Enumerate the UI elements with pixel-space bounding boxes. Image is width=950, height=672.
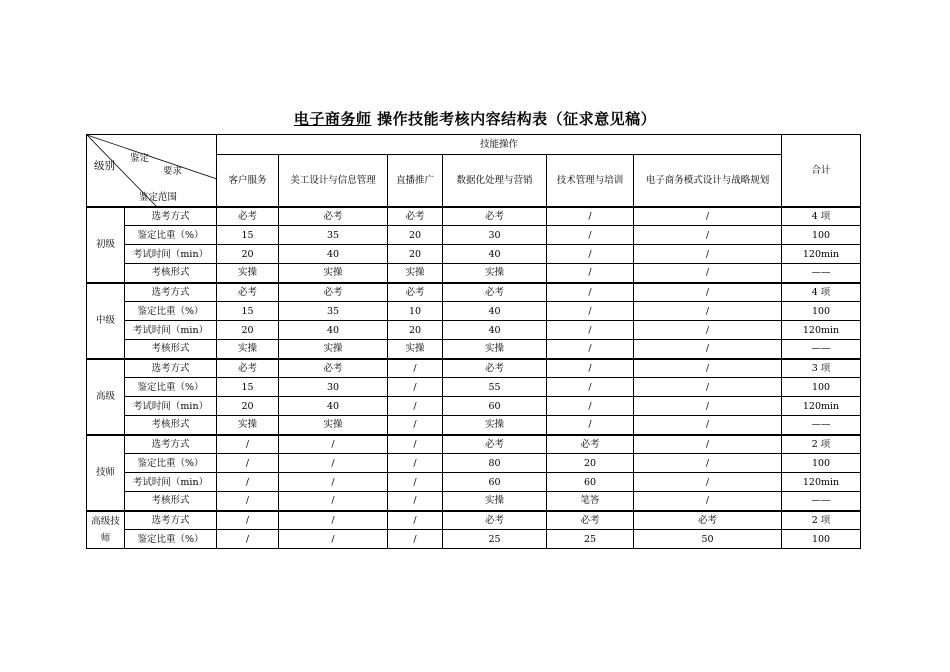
value-cell: 必考 xyxy=(279,207,388,226)
table-row xyxy=(87,340,861,359)
value-cell: / xyxy=(217,454,279,473)
value-cell: 20 xyxy=(547,454,634,473)
value-cell: 50 xyxy=(634,530,782,549)
value-cell: / xyxy=(279,473,388,492)
value-cell: 实操 xyxy=(217,340,279,359)
value-cell: / xyxy=(634,492,782,511)
value-cell: / xyxy=(388,454,443,473)
level-cell: 中级 xyxy=(87,283,125,359)
value-cell: 实操 xyxy=(279,264,388,283)
value-cell: 实操 xyxy=(443,416,547,435)
table-row xyxy=(87,207,861,226)
value-cell: / xyxy=(388,473,443,492)
value-cell: 40 xyxy=(443,321,547,340)
value-cell: / xyxy=(279,492,388,511)
value-cell: / xyxy=(388,435,443,454)
diag-label-yaoqiu: 要求 xyxy=(163,166,183,177)
value-cell: 25 xyxy=(443,530,547,549)
value-cell: 15 xyxy=(217,226,279,245)
value-cell: 必考 xyxy=(279,283,388,302)
value-cell: 实操 xyxy=(443,492,547,511)
value-cell: 40 xyxy=(279,397,388,416)
table-row xyxy=(87,492,861,511)
value-cell: 必考 xyxy=(547,511,634,530)
table-row xyxy=(87,416,861,435)
value-cell: / xyxy=(547,302,634,321)
page-title xyxy=(0,108,950,129)
value-cell: / xyxy=(388,397,443,416)
value-cell: / xyxy=(547,378,634,397)
value-cell: / xyxy=(634,302,782,321)
value-cell: 实操 xyxy=(217,264,279,283)
total-cell: 120min xyxy=(782,473,861,492)
value-cell: / xyxy=(547,283,634,302)
value-cell: / xyxy=(547,245,634,264)
diag-label-fanwei: 鉴定范围 xyxy=(139,192,178,203)
value-cell: / xyxy=(547,340,634,359)
value-cell: 35 xyxy=(279,302,388,321)
value-cell: / xyxy=(217,473,279,492)
total-cell: 100 xyxy=(782,454,861,473)
value-cell: / xyxy=(634,454,782,473)
value-cell: 必考 xyxy=(279,359,388,378)
value-cell: 20 xyxy=(388,245,443,264)
column-header: 电子商务模式设计与战略规划 xyxy=(634,155,782,207)
value-cell: / xyxy=(634,435,782,454)
value-cell: / xyxy=(279,511,388,530)
value-cell: / xyxy=(217,530,279,549)
table-row xyxy=(87,511,861,530)
table-row xyxy=(87,321,861,340)
table-row xyxy=(87,245,861,264)
total-cell: 120min xyxy=(782,397,861,416)
column-header: 技术管理与培训 xyxy=(547,155,634,207)
total-cell: —— xyxy=(782,416,861,435)
value-cell: / xyxy=(217,435,279,454)
header-row-1 xyxy=(87,135,861,155)
value-cell: / xyxy=(634,340,782,359)
table-row xyxy=(87,397,861,416)
row-label: 考核形式 xyxy=(125,340,217,359)
table-row xyxy=(87,473,861,492)
value-cell: 笔答 xyxy=(547,492,634,511)
total-cell: 4 项 xyxy=(782,207,861,226)
total-cell: 100 xyxy=(782,226,861,245)
value-cell: / xyxy=(547,416,634,435)
value-cell: 必考 xyxy=(388,207,443,226)
title-underlined: 电子商务师 xyxy=(293,110,372,128)
level-cell: 高级技师 xyxy=(87,511,125,549)
value-cell: / xyxy=(634,264,782,283)
total-cell: 120min xyxy=(782,245,861,264)
row-label: 考试时间（min） xyxy=(125,473,217,492)
diagonal-header-cell xyxy=(87,135,217,207)
diag-label-jibie: 级别 xyxy=(94,160,115,172)
table-row xyxy=(87,226,861,245)
row-label: 鉴定比重（%） xyxy=(125,378,217,397)
row-label: 考试时间（min） xyxy=(125,397,217,416)
row-label: 考核形式 xyxy=(125,264,217,283)
value-cell: / xyxy=(388,492,443,511)
value-cell: 30 xyxy=(279,378,388,397)
value-cell: / xyxy=(217,492,279,511)
row-label: 选考方式 xyxy=(125,435,217,454)
value-cell: / xyxy=(388,359,443,378)
value-cell: 10 xyxy=(388,302,443,321)
value-cell: / xyxy=(217,511,279,530)
total-cell: 3 项 xyxy=(782,359,861,378)
value-cell: 实操 xyxy=(443,340,547,359)
level-cell: 初级 xyxy=(87,207,125,283)
total-cell: 4 项 xyxy=(782,283,861,302)
structure-table xyxy=(86,134,861,549)
row-label: 鉴定比重（%） xyxy=(125,530,217,549)
value-cell: 实操 xyxy=(217,416,279,435)
table-row xyxy=(87,283,861,302)
value-cell: / xyxy=(547,207,634,226)
value-cell: 必考 xyxy=(634,511,782,530)
value-cell: / xyxy=(547,397,634,416)
row-label: 选考方式 xyxy=(125,283,217,302)
row-label: 鉴定比重（%） xyxy=(125,454,217,473)
value-cell: 必考 xyxy=(443,435,547,454)
value-cell: / xyxy=(388,511,443,530)
value-cell: / xyxy=(279,435,388,454)
value-cell: / xyxy=(279,454,388,473)
value-cell: 60 xyxy=(443,473,547,492)
value-cell: 20 xyxy=(217,321,279,340)
value-cell: 60 xyxy=(443,397,547,416)
value-cell: / xyxy=(547,226,634,245)
total-cell: 100 xyxy=(782,378,861,397)
column-header: 直播推广 xyxy=(388,155,443,207)
value-cell: / xyxy=(634,359,782,378)
value-cell: / xyxy=(634,245,782,264)
value-cell: 必考 xyxy=(217,283,279,302)
row-label: 鉴定比重（%） xyxy=(125,226,217,245)
table-row xyxy=(87,530,861,549)
value-cell: / xyxy=(634,416,782,435)
value-cell: / xyxy=(279,530,388,549)
skill-ops-header: 技能操作 xyxy=(217,135,782,155)
row-label: 考核形式 xyxy=(125,416,217,435)
value-cell: 必考 xyxy=(443,511,547,530)
value-cell: 实操 xyxy=(388,340,443,359)
table-row xyxy=(87,264,861,283)
value-cell: 40 xyxy=(279,245,388,264)
value-cell: 实操 xyxy=(279,340,388,359)
value-cell: 必考 xyxy=(443,359,547,378)
total-cell: —— xyxy=(782,264,861,283)
value-cell: 20 xyxy=(388,226,443,245)
value-cell: / xyxy=(634,397,782,416)
value-cell: / xyxy=(388,416,443,435)
row-label: 鉴定比重（%） xyxy=(125,302,217,321)
value-cell: 60 xyxy=(547,473,634,492)
diagonal-line-1 xyxy=(87,135,217,179)
value-cell: 40 xyxy=(279,321,388,340)
table-row xyxy=(87,302,861,321)
value-cell: 35 xyxy=(279,226,388,245)
value-cell: 实操 xyxy=(279,416,388,435)
row-label: 选考方式 xyxy=(125,511,217,530)
value-cell: 55 xyxy=(443,378,547,397)
value-cell: / xyxy=(634,378,782,397)
value-cell: 20 xyxy=(217,397,279,416)
total-cell: —— xyxy=(782,340,861,359)
total-cell: 100 xyxy=(782,530,861,549)
value-cell: 必考 xyxy=(547,435,634,454)
table-row xyxy=(87,359,861,378)
value-cell: / xyxy=(388,378,443,397)
value-cell: / xyxy=(634,321,782,340)
total-cell: 2 项 xyxy=(782,511,861,530)
row-label: 考试时间（min） xyxy=(125,245,217,264)
level-cell: 高级 xyxy=(87,359,125,435)
value-cell: / xyxy=(388,530,443,549)
value-cell: 15 xyxy=(217,378,279,397)
value-cell: 必考 xyxy=(217,207,279,226)
value-cell: / xyxy=(634,207,782,226)
total-header: 合计 xyxy=(782,135,861,207)
value-cell: 20 xyxy=(388,321,443,340)
value-cell: / xyxy=(547,359,634,378)
table-row xyxy=(87,378,861,397)
level-cell: 技师 xyxy=(87,435,125,511)
value-cell: 40 xyxy=(443,302,547,321)
value-cell: 实操 xyxy=(443,264,547,283)
table-row xyxy=(87,454,861,473)
value-cell: / xyxy=(634,283,782,302)
row-label: 考核形式 xyxy=(125,492,217,511)
column-header: 美工设计与信息管理 xyxy=(279,155,388,207)
value-cell: / xyxy=(634,473,782,492)
value-cell: 必考 xyxy=(217,359,279,378)
value-cell: 80 xyxy=(443,454,547,473)
value-cell: 25 xyxy=(547,530,634,549)
row-label: 考试时间（min） xyxy=(125,321,217,340)
table-row xyxy=(87,435,861,454)
value-cell: 40 xyxy=(443,245,547,264)
total-cell: —— xyxy=(782,492,861,511)
value-cell: / xyxy=(634,226,782,245)
column-header: 客户服务 xyxy=(217,155,279,207)
diag-label-jiding: 鉴定 xyxy=(130,153,150,164)
row-label: 选考方式 xyxy=(125,359,217,378)
value-cell: 实操 xyxy=(388,264,443,283)
total-cell: 100 xyxy=(782,302,861,321)
total-cell: 2 项 xyxy=(782,435,861,454)
value-cell: / xyxy=(547,264,634,283)
value-cell: 必考 xyxy=(443,207,547,226)
value-cell: 15 xyxy=(217,302,279,321)
value-cell: 必考 xyxy=(388,283,443,302)
row-label: 选考方式 xyxy=(125,207,217,226)
value-cell: 30 xyxy=(443,226,547,245)
value-cell: 20 xyxy=(217,245,279,264)
total-cell: 120min xyxy=(782,321,861,340)
value-cell: / xyxy=(547,321,634,340)
column-header: 数据化处理与营销 xyxy=(443,155,547,207)
value-cell: 必考 xyxy=(443,283,547,302)
title-rest: 操作技能考核内容结构表（征求意见稿） xyxy=(371,110,657,128)
